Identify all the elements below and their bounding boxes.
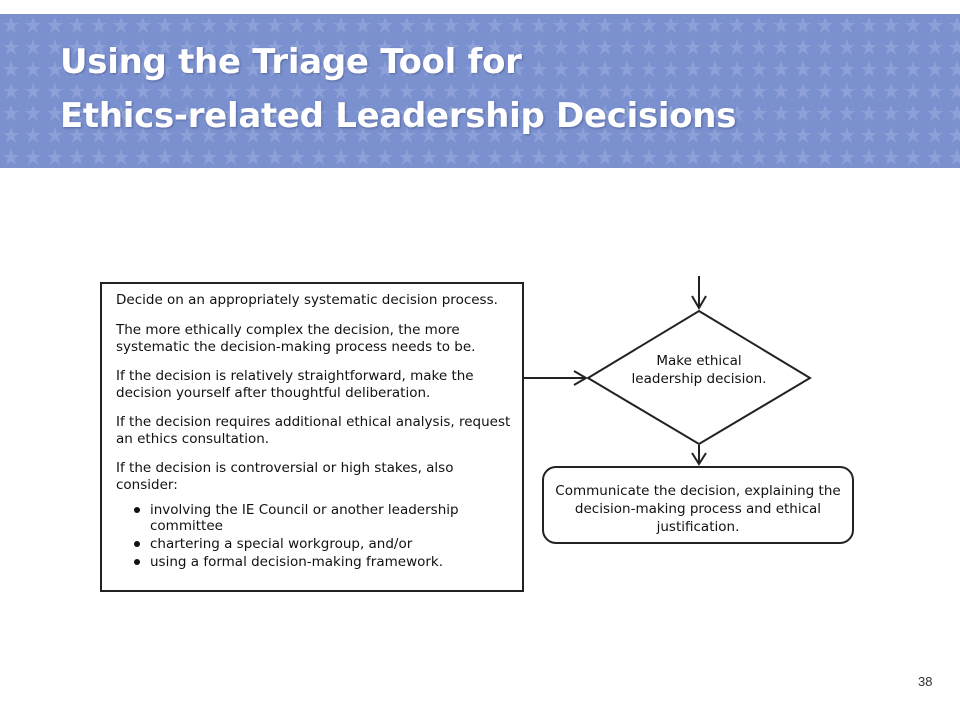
page-number: 38 <box>918 674 933 689</box>
decision-label: Make ethical leadership decision. <box>631 353 767 387</box>
communicate-label: Communicate the decision, explaining the decision-making process and ethical justification. <box>555 483 841 535</box>
list-item: chartering a special workgroup, and/or <box>116 536 516 552</box>
communicate-box <box>542 466 854 544</box>
slide-title-line-1: Using the Triage Tool for <box>60 42 522 82</box>
slide-title-line-2: Ethics-related Leadership Decisions <box>60 96 737 136</box>
textbox-paragraph-5: If the decision is controversial or high stakes, also consider: <box>116 460 454 493</box>
list-item: involving the IE Council or another leadership committee <box>116 502 516 534</box>
textbox-paragraph-1: Decide on an appropriately systematic decision process. <box>116 292 498 308</box>
textbox-paragraph-3: If the decision is relatively straightforward, make the decision yourself after thoughtful deliberation. <box>116 368 474 401</box>
textbox-paragraph-2: The more ethically complex the decision, the more systematic the decision-making process needs to be. <box>116 322 476 355</box>
textbox-paragraph-4: If the decision requires additional ethical analysis, request an ethics consultation. <box>116 414 511 447</box>
list-item: using a formal decision-making framework. <box>116 554 516 570</box>
